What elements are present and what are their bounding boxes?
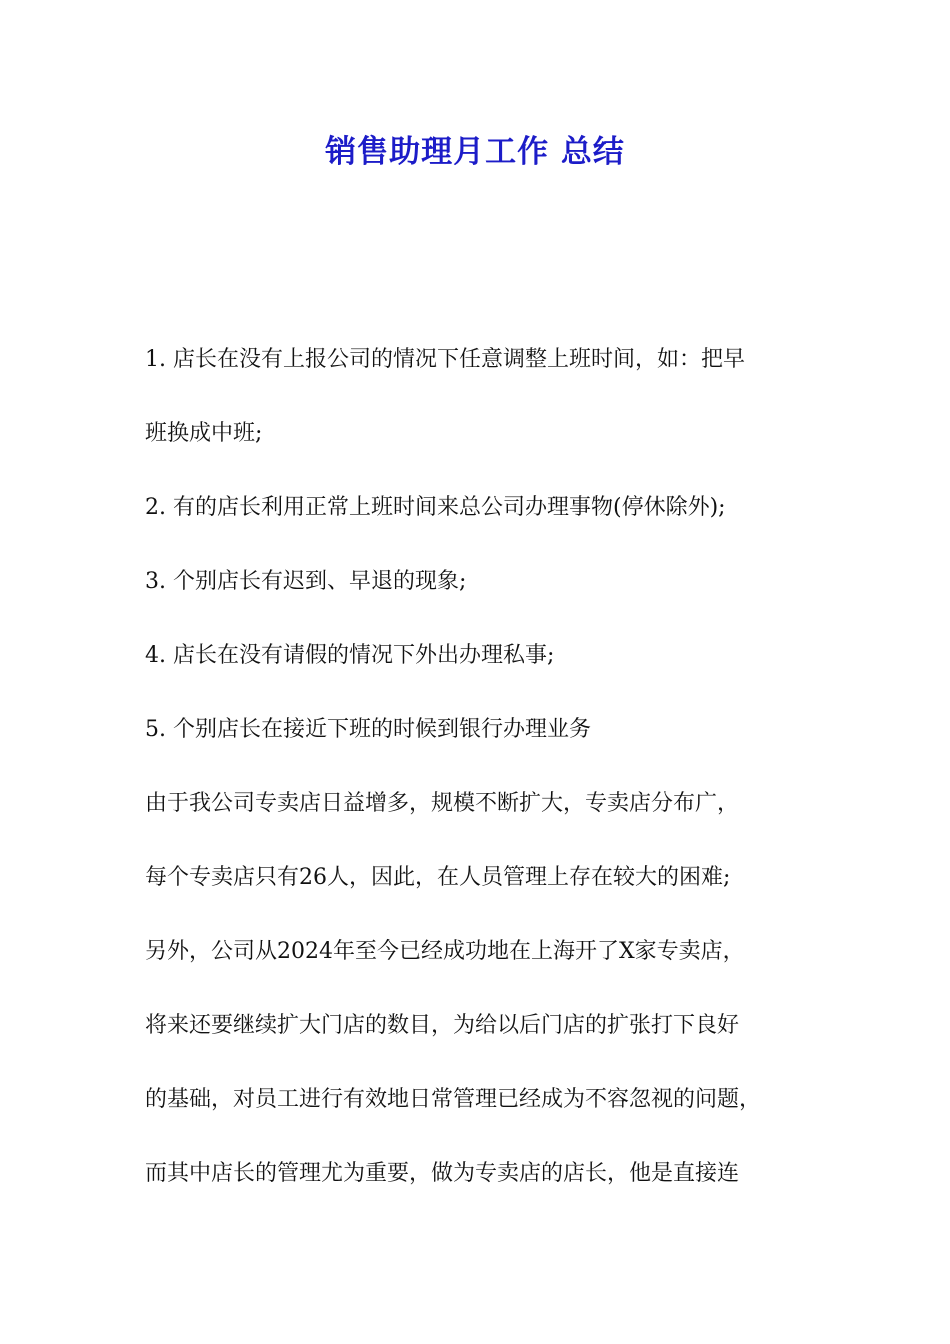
body-line: 2. 有的店长利用正常上班时间来总公司办理事物(停休除外); (145, 495, 726, 520)
document-body (145, 336, 845, 1224)
body-line: 3. 个别店长有迟到、早退的现象; (145, 569, 467, 594)
body-line: 1. 店长在没有上报公司的情况下任意调整上班时间，如：把早 (145, 347, 745, 372)
body-line: 班换成中班; (145, 421, 263, 446)
body-line: 4. 店长在没有请假的情况下外出办理私事; (145, 643, 555, 668)
body-line: 将来还要继续扩大门店的数目，为给以后门店的扩张打下良好 (145, 1013, 740, 1038)
body-line: 由于我公司专卖店日益增多，规模不断扩大，专卖店分布广， (145, 791, 740, 816)
body-line: 另外，公司从2024年至今已经成功地在上海开了X家专卖店， (145, 939, 745, 964)
body-line: 每个专卖店只有26人，因此，在人员管理上存在较大的困难; (145, 865, 731, 890)
body-line: 5. 个别店长在接近下班的时候到银行办理业务 (145, 717, 591, 742)
document-title: 销售助理月工作 总结 (325, 134, 625, 170)
body-line: 而其中店长的管理尤为重要，做为专卖店的店长，他是直接连 (145, 1161, 740, 1186)
body-line: 的基础，对员工进行有效地日常管理已经成为不容忽视的问题， (145, 1087, 762, 1112)
